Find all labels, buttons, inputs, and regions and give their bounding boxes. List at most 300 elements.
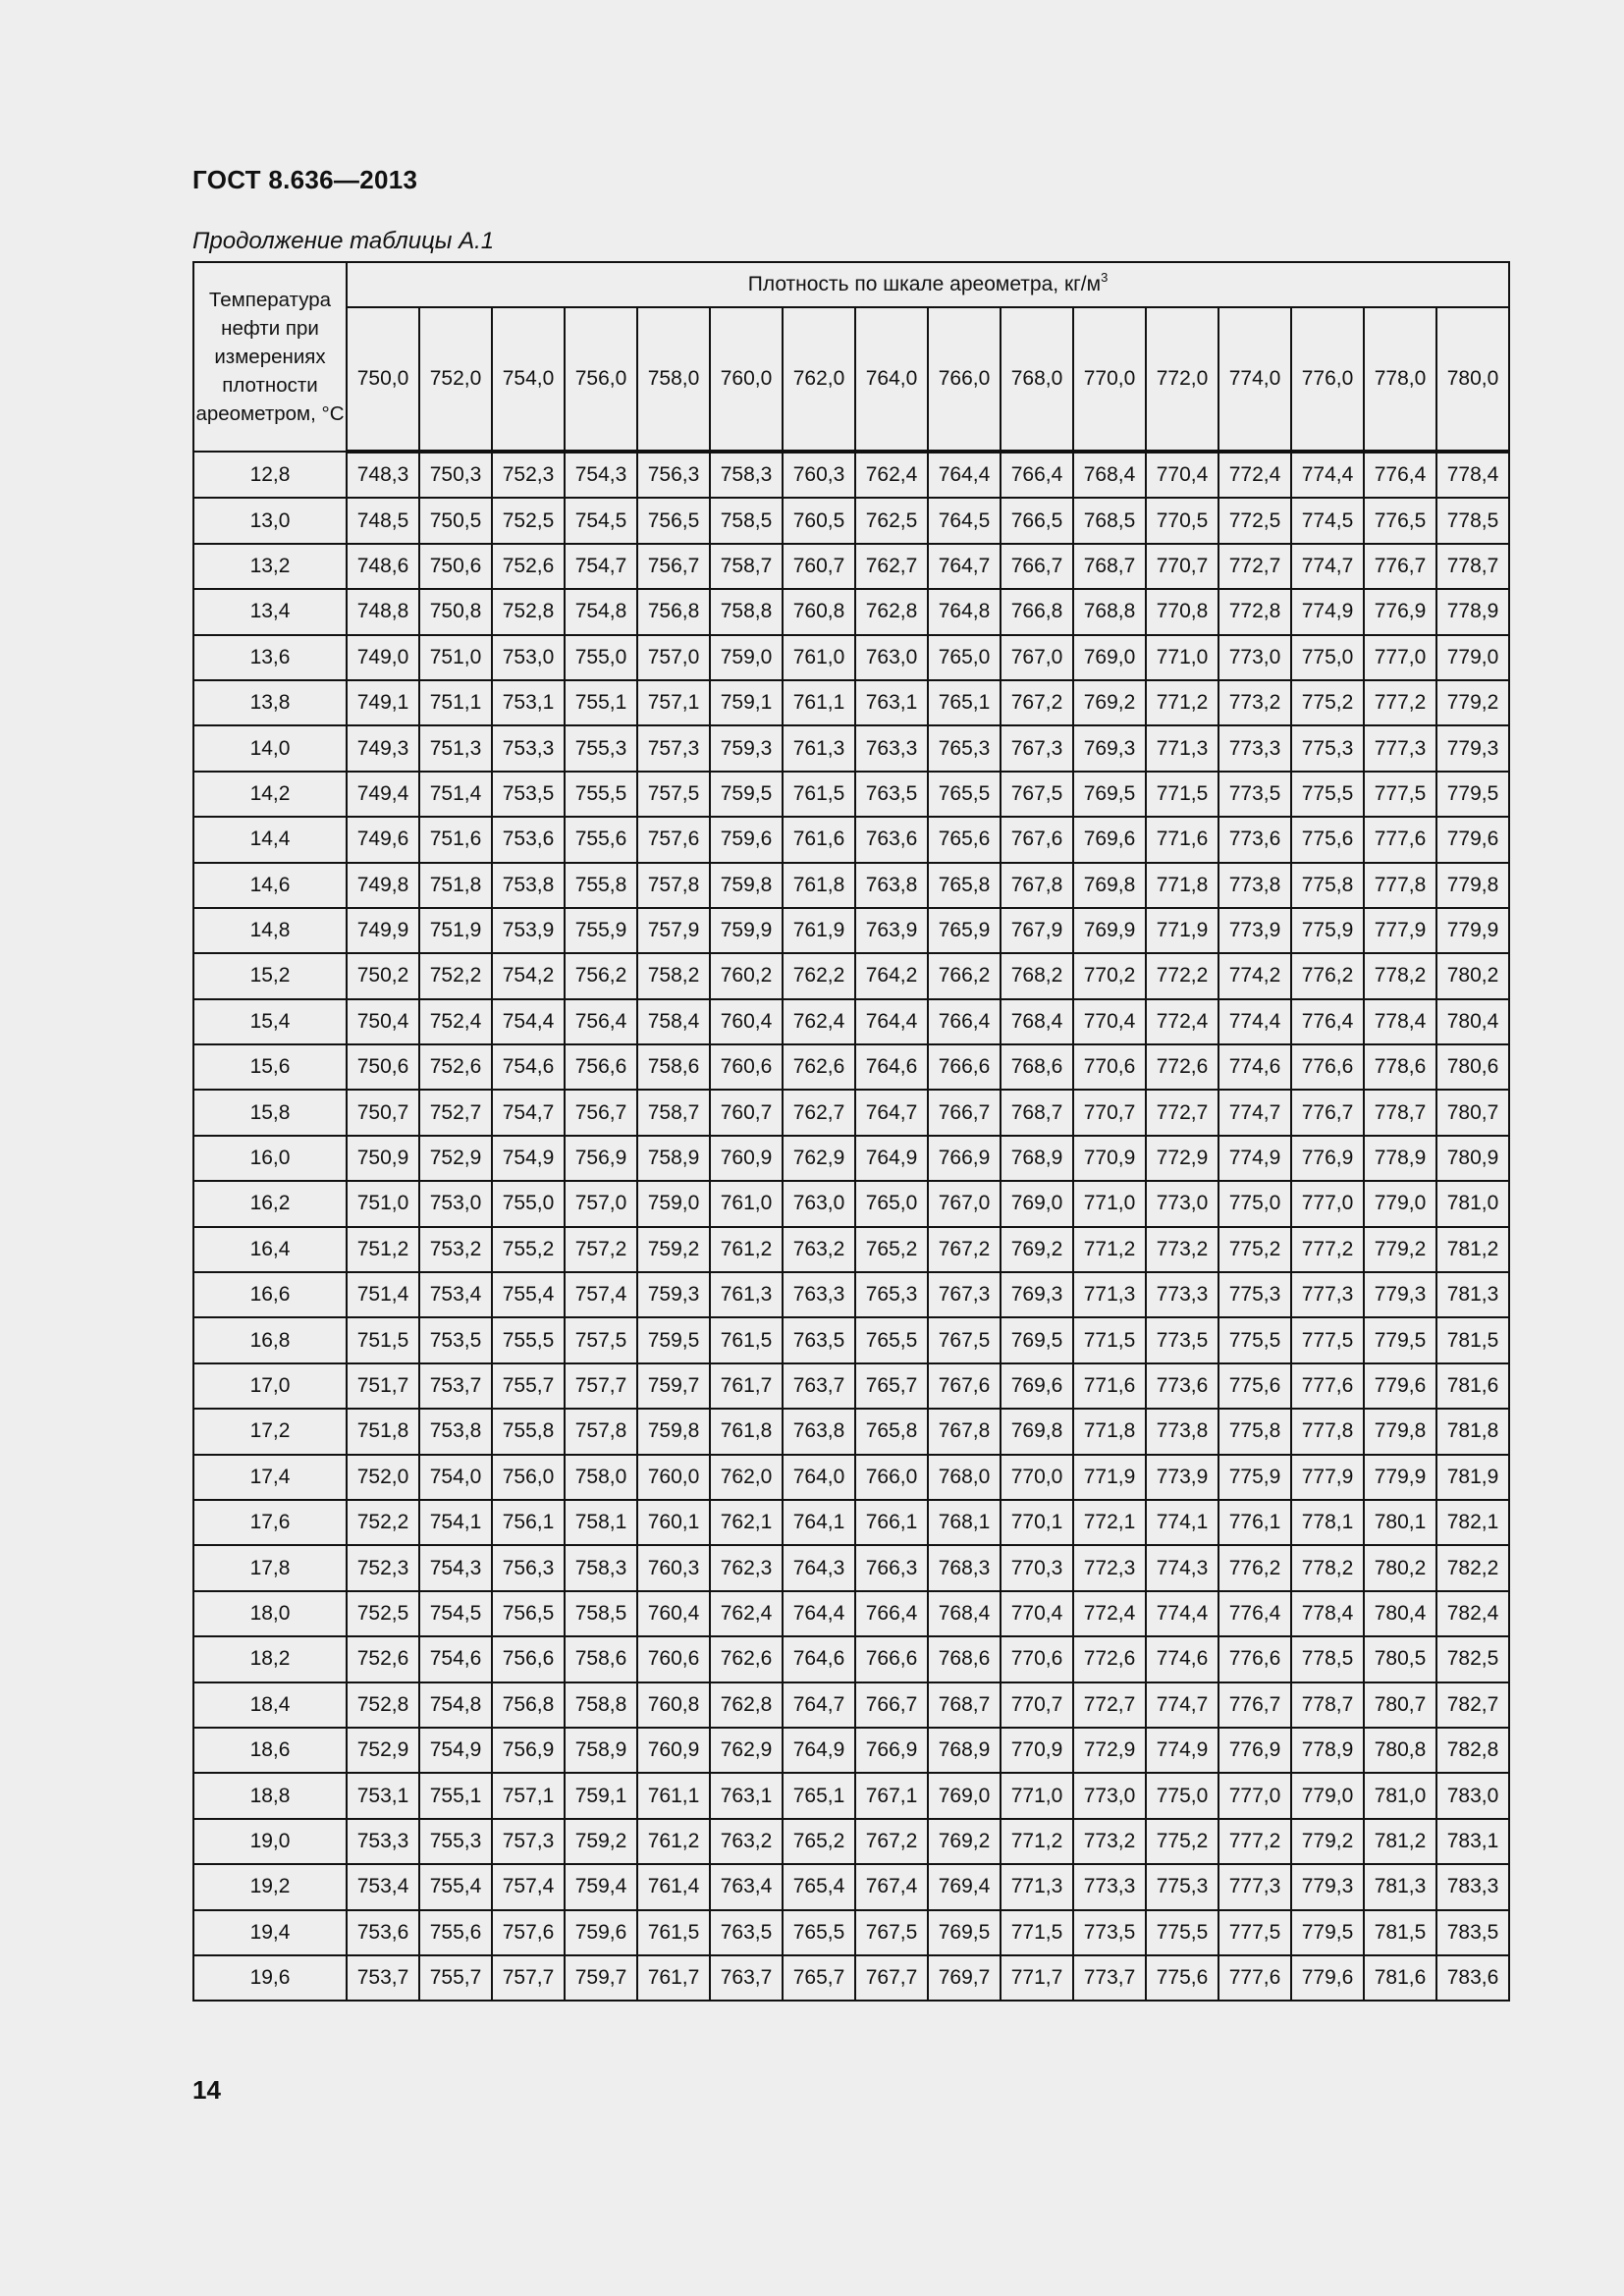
temperature-cell: 13,8 [193,680,347,725]
table-row [193,1819,1509,1864]
density-cell: 757,6 [637,817,710,862]
density-cell: 751,6 [419,817,492,862]
density-cell: 754,9 [419,1728,492,1773]
density-cell: 748,3 [347,452,419,498]
density-cell: 751,8 [347,1409,419,1454]
density-cell: 778,6 [1364,1044,1436,1090]
density-cell: 777,0 [1364,635,1436,680]
density-cell: 776,4 [1218,1591,1291,1636]
density-cell: 757,0 [565,1181,637,1226]
density-cell: 757,8 [637,863,710,908]
density-cell: 757,1 [637,680,710,725]
density-cell: 752,9 [347,1728,419,1773]
density-cell: 757,3 [637,725,710,771]
density-cell: 769,5 [1073,772,1146,817]
density-group-header-text: Плотность по шкале ареометра, кг/м [747,273,1102,295]
density-cell: 776,7 [1364,544,1436,589]
density-cell: 759,4 [565,1864,637,1909]
temperature-column-header: Температура нефти при измерениях плотности ареометром, °С [193,262,347,452]
density-cell: 778,4 [1291,1591,1364,1636]
density-cell: 768,0 [928,1455,1001,1500]
density-cell: 760,7 [783,544,855,589]
density-cell: 775,6 [1291,817,1364,862]
density-cell: 768,9 [1001,1136,1073,1181]
density-cell: 778,5 [1436,498,1509,543]
density-cell: 753,0 [492,635,565,680]
density-cell: 757,5 [637,772,710,817]
density-cell: 749,8 [347,863,419,908]
temperature-cell: 19,4 [193,1910,347,1955]
density-cell: 764,4 [783,1591,855,1636]
density-cell: 755,8 [565,863,637,908]
density-cell: 773,5 [1146,1317,1218,1362]
density-cell: 777,2 [1364,680,1436,725]
density-cell: 763,3 [783,1272,855,1317]
density-cell: 760,8 [783,589,855,634]
density-cell: 767,7 [855,1955,928,2001]
density-cell: 751,8 [419,863,492,908]
document-header: ГОСТ 8.636—2013 [192,165,418,194]
density-cell: 760,2 [710,953,783,998]
density-cell: 766,4 [855,1591,928,1636]
density-cell: 757,2 [565,1227,637,1272]
density-cell: 781,2 [1436,1227,1509,1272]
density-cell: 758,5 [565,1591,637,1636]
density-cell: 776,2 [1291,953,1364,998]
temperature-cell: 19,0 [193,1819,347,1864]
density-cell: 770,2 [1073,953,1146,998]
density-cell: 779,5 [1364,1317,1436,1362]
density-cell: 768,7 [1073,544,1146,589]
density-cell: 758,4 [637,999,710,1044]
density-cell: 754,7 [565,544,637,589]
temperature-cell: 15,2 [193,953,347,998]
density-cell: 780,5 [1364,1636,1436,1682]
density-cell: 781,0 [1436,1181,1509,1226]
density-cell: 755,0 [492,1181,565,1226]
density-cell: 777,9 [1364,908,1436,953]
density-cell: 767,0 [1001,635,1073,680]
density-cell: 759,5 [637,1317,710,1362]
density-cell: 776,7 [1218,1682,1291,1728]
density-cell: 761,8 [710,1409,783,1454]
density-cell: 773,6 [1218,817,1291,862]
density-cell: 755,9 [565,908,637,953]
density-cell: 763,7 [710,1955,783,2001]
table-row [193,1409,1509,1454]
density-cell: 780,8 [1364,1728,1436,1773]
density-cell: 752,5 [492,498,565,543]
density-cell: 768,4 [1073,452,1146,498]
density-cell: 752,2 [419,953,492,998]
density-cell: 771,3 [1146,725,1218,771]
density-cell: 779,6 [1364,1363,1436,1409]
density-cell: 776,9 [1364,589,1436,634]
density-cell: 758,3 [710,452,783,498]
density-cell: 756,8 [637,589,710,634]
density-cell: 773,7 [1073,1955,1146,2001]
density-cell: 758,6 [637,1044,710,1090]
density-cell: 758,7 [710,544,783,589]
density-cell: 758,1 [565,1500,637,1545]
density-cell: 769,7 [928,1955,1001,2001]
density-cell: 766,4 [1001,452,1073,498]
density-cell: 761,0 [710,1181,783,1226]
density-cell: 775,9 [1291,908,1364,953]
density-cell: 760,4 [710,999,783,1044]
density-cell: 762,0 [710,1455,783,1500]
density-cell: 767,3 [928,1272,1001,1317]
density-cell: 781,8 [1436,1409,1509,1454]
density-cell: 763,5 [710,1910,783,1955]
density-cell: 768,3 [928,1545,1001,1590]
density-cell: 760,3 [783,452,855,498]
density-cell: 783,1 [1436,1819,1509,1864]
density-cell: 753,4 [347,1864,419,1909]
density-cell: 774,4 [1291,452,1364,498]
temperature-cell: 14,2 [193,772,347,817]
density-cell: 783,0 [1436,1773,1509,1818]
density-cell: 781,0 [1364,1773,1436,1818]
density-cell: 757,0 [637,635,710,680]
density-cell: 754,4 [492,999,565,1044]
density-cell: 783,5 [1436,1910,1509,1955]
density-cell: 771,2 [1001,1819,1073,1864]
density-cell: 764,5 [928,498,1001,543]
density-cell: 776,9 [1291,1136,1364,1181]
density-cell: 777,9 [1291,1455,1364,1500]
temperature-cell: 18,2 [193,1636,347,1682]
density-cell: 755,6 [565,817,637,862]
density-cell: 761,5 [783,772,855,817]
table-row [193,1910,1509,1955]
density-cell: 753,5 [492,772,565,817]
density-cell: 763,4 [710,1864,783,1909]
density-cell: 756,6 [492,1636,565,1682]
density-cell: 765,8 [928,863,1001,908]
density-cell: 763,5 [855,772,928,817]
density-cell: 766,2 [928,953,1001,998]
density-cell: 776,6 [1291,1044,1364,1090]
density-cell: 781,2 [1364,1819,1436,1864]
density-cell: 766,7 [928,1090,1001,1135]
density-cell: 769,2 [1001,1227,1073,1272]
density-cell: 776,5 [1364,498,1436,543]
density-cell: 773,0 [1146,1181,1218,1226]
density-cell: 749,6 [347,817,419,862]
density-cell: 755,7 [419,1955,492,2001]
density-cell: 753,6 [347,1910,419,1955]
density-cell: 754,3 [565,452,637,498]
density-cell: 755,4 [419,1864,492,1909]
temperature-cell: 13,0 [193,498,347,543]
density-cell: 773,0 [1218,635,1291,680]
density-cell: 765,1 [783,1773,855,1818]
density-cell: 763,2 [710,1819,783,1864]
page-number: 14 [192,2075,221,2105]
density-cell: 755,5 [565,772,637,817]
temperature-cell: 13,6 [193,635,347,680]
density-cell: 760,3 [637,1545,710,1590]
temperature-cell: 17,8 [193,1545,347,1590]
density-cell: 765,3 [855,1272,928,1317]
density-cell: 754,8 [419,1682,492,1728]
table-row [193,1955,1509,2001]
density-cell: 763,5 [783,1317,855,1362]
density-cell: 753,7 [419,1363,492,1409]
density-cell: 765,2 [855,1227,928,1272]
density-cell: 773,5 [1073,1910,1146,1955]
density-cell: 781,6 [1436,1363,1509,1409]
temperature-cell: 16,6 [193,1272,347,1317]
density-cell: 769,3 [1073,725,1146,771]
density-cell: 780,7 [1364,1682,1436,1728]
density-cell: 753,6 [492,817,565,862]
density-cell: 757,5 [565,1317,637,1362]
density-cell: 769,2 [928,1819,1001,1864]
density-cell: 753,8 [419,1409,492,1454]
density-cell: 759,1 [565,1773,637,1818]
density-cell: 765,5 [783,1910,855,1955]
density-cell: 759,8 [710,863,783,908]
density-cell: 774,6 [1146,1636,1218,1682]
density-cell: 770,4 [1073,999,1146,1044]
density-cell: 754,5 [419,1591,492,1636]
density-cell: 769,0 [1001,1181,1073,1226]
density-cell: 780,6 [1436,1044,1509,1090]
temperature-cell: 15,4 [193,999,347,1044]
density-cell: 773,9 [1218,908,1291,953]
density-cell: 782,5 [1436,1636,1509,1682]
density-cell: 766,7 [855,1682,928,1728]
density-cell: 768,4 [928,1591,1001,1636]
density-cell: 780,2 [1364,1545,1436,1590]
density-cell: 776,9 [1218,1728,1291,1773]
density-cell: 766,6 [928,1044,1001,1090]
density-cell: 752,5 [347,1591,419,1636]
density-cell: 764,9 [855,1136,928,1181]
density-cell: 762,3 [710,1545,783,1590]
density-cell: 772,8 [1218,589,1291,634]
density-cell: 765,0 [928,635,1001,680]
density-cell: 758,7 [637,1090,710,1135]
density-cell: 754,6 [492,1044,565,1090]
density-cell: 773,6 [1146,1363,1218,1409]
density-cell: 763,2 [783,1227,855,1272]
density-cell: 774,1 [1146,1500,1218,1545]
density-cell: 779,9 [1364,1455,1436,1500]
density-cell: 759,6 [565,1910,637,1955]
density-cell: 758,3 [565,1545,637,1590]
density-cell: 765,8 [855,1409,928,1454]
density-cell: 769,8 [1073,863,1146,908]
density-cell: 779,5 [1436,772,1509,817]
density-cell: 759,2 [565,1819,637,1864]
density-cell: 773,3 [1073,1864,1146,1909]
density-cell: 761,0 [783,635,855,680]
density-cell: 781,5 [1364,1910,1436,1955]
density-cell: 775,2 [1291,680,1364,725]
density-cell: 766,8 [1001,589,1073,634]
density-cell: 761,7 [710,1363,783,1409]
density-cell: 779,0 [1364,1181,1436,1226]
density-cell: 777,6 [1291,1363,1364,1409]
density-cell: 761,5 [637,1910,710,1955]
density-column-header: 770,0 [1073,307,1146,452]
density-cell: 767,8 [928,1409,1001,1454]
temperature-cell: 16,8 [193,1317,347,1362]
density-cell: 772,6 [1146,1044,1218,1090]
density-cell: 758,9 [565,1728,637,1773]
density-cell: 763,8 [783,1409,855,1454]
density-cell: 757,7 [565,1363,637,1409]
density-column-header: 760,0 [710,307,783,452]
density-cell: 761,3 [710,1272,783,1317]
density-cell: 770,7 [1073,1090,1146,1135]
density-cell: 768,7 [928,1682,1001,1728]
density-cell: 779,0 [1436,635,1509,680]
density-column-header: 776,0 [1291,307,1364,452]
density-cell: 755,5 [492,1317,565,1362]
density-columns-row [193,307,1509,452]
density-cell: 760,5 [783,498,855,543]
density-cell: 754,3 [419,1545,492,1590]
table-row [193,953,1509,998]
density-cell: 776,4 [1364,452,1436,498]
density-cell: 768,9 [928,1728,1001,1773]
density-cell: 762,9 [710,1728,783,1773]
density-cell: 751,4 [419,772,492,817]
density-cell: 758,2 [637,953,710,998]
density-cell: 759,9 [710,908,783,953]
density-cell: 755,4 [492,1272,565,1317]
density-column-header: 768,0 [1001,307,1073,452]
density-cell: 762,4 [783,999,855,1044]
density-cell: 762,6 [710,1636,783,1682]
density-cell: 774,7 [1291,544,1364,589]
density-cell: 757,7 [492,1955,565,2001]
table-row [193,999,1509,1044]
density-cell: 759,3 [637,1272,710,1317]
density-cell: 766,4 [928,999,1001,1044]
density-cell: 771,3 [1001,1864,1073,1909]
density-cell: 750,4 [347,999,419,1044]
density-cell: 767,2 [1001,680,1073,725]
density-cell: 751,3 [419,725,492,771]
density-cell: 770,4 [1001,1591,1073,1636]
density-cell: 776,4 [1291,999,1364,1044]
density-cell: 764,7 [783,1682,855,1728]
density-cell: 751,0 [419,635,492,680]
density-cell: 757,9 [637,908,710,953]
density-cell: 763,9 [855,908,928,953]
density-cell: 752,3 [492,452,565,498]
density-cell: 775,3 [1291,725,1364,771]
density-cell: 782,4 [1436,1591,1509,1636]
density-cell: 757,4 [492,1864,565,1909]
density-column-header: 778,0 [1364,307,1436,452]
density-cell: 768,6 [928,1636,1001,1682]
density-cell: 762,9 [783,1136,855,1181]
density-cell: 777,6 [1218,1955,1291,2001]
density-cell: 752,8 [347,1682,419,1728]
table-row [193,817,1509,862]
density-cell: 780,1 [1364,1500,1436,1545]
density-cell: 753,1 [347,1773,419,1818]
density-cell: 772,5 [1218,498,1291,543]
density-cell: 759,0 [637,1181,710,1226]
density-cell: 753,1 [492,680,565,725]
table-row [193,1864,1509,1909]
density-cell: 768,4 [1001,999,1073,1044]
density-cell: 768,8 [1073,589,1146,634]
density-cell: 751,2 [347,1227,419,1272]
table-row [193,1044,1509,1090]
density-cell: 769,2 [1073,680,1146,725]
density-cell: 763,1 [855,680,928,725]
density-cell: 760,7 [710,1090,783,1135]
density-cell: 780,7 [1436,1090,1509,1135]
density-cell: 756,4 [565,999,637,1044]
density-cell: 773,9 [1146,1455,1218,1500]
density-cell: 761,9 [783,908,855,953]
density-cell: 750,5 [419,498,492,543]
density-cell: 766,1 [855,1500,928,1545]
density-cell: 782,8 [1436,1728,1509,1773]
density-cell: 771,2 [1073,1227,1146,1272]
density-cell: 779,6 [1291,1955,1364,2001]
density-cell: 771,5 [1001,1910,1073,1955]
density-cell: 771,0 [1001,1773,1073,1818]
density-cell: 771,3 [1073,1272,1146,1317]
density-cell: 762,8 [855,589,928,634]
density-cell: 760,6 [710,1044,783,1090]
density-cell: 749,1 [347,680,419,725]
density-cell: 777,5 [1291,1317,1364,1362]
density-cell: 748,5 [347,498,419,543]
table-row [193,498,1509,543]
density-cell: 765,4 [783,1864,855,1909]
table-row [193,1136,1509,1181]
density-cell: 758,8 [710,589,783,634]
density-cell: 759,5 [710,772,783,817]
density-cell: 763,0 [855,635,928,680]
density-cell: 777,2 [1291,1227,1364,1272]
density-cell: 759,0 [710,635,783,680]
density-cell: 771,8 [1073,1409,1146,1454]
density-table [192,261,1510,2002]
temperature-cell: 17,4 [193,1455,347,1500]
density-cell: 771,6 [1146,817,1218,862]
density-cell: 770,7 [1146,544,1218,589]
table-body [193,452,1509,2001]
density-column-header: 772,0 [1146,307,1218,452]
density-cell: 773,5 [1218,772,1291,817]
density-cell: 755,6 [419,1910,492,1955]
density-cell: 756,0 [492,1455,565,1500]
density-cell: 781,3 [1436,1272,1509,1317]
density-cell: 773,8 [1146,1409,1218,1454]
density-cell: 777,8 [1291,1409,1364,1454]
table-row [193,680,1509,725]
density-cell: 762,1 [710,1500,783,1545]
density-cell: 771,7 [1001,1955,1073,2001]
density-cell: 753,5 [419,1317,492,1362]
density-column-header: 750,0 [347,307,419,452]
density-cell: 767,4 [855,1864,928,1909]
temperature-cell: 14,0 [193,725,347,771]
density-cell: 767,6 [928,1363,1001,1409]
